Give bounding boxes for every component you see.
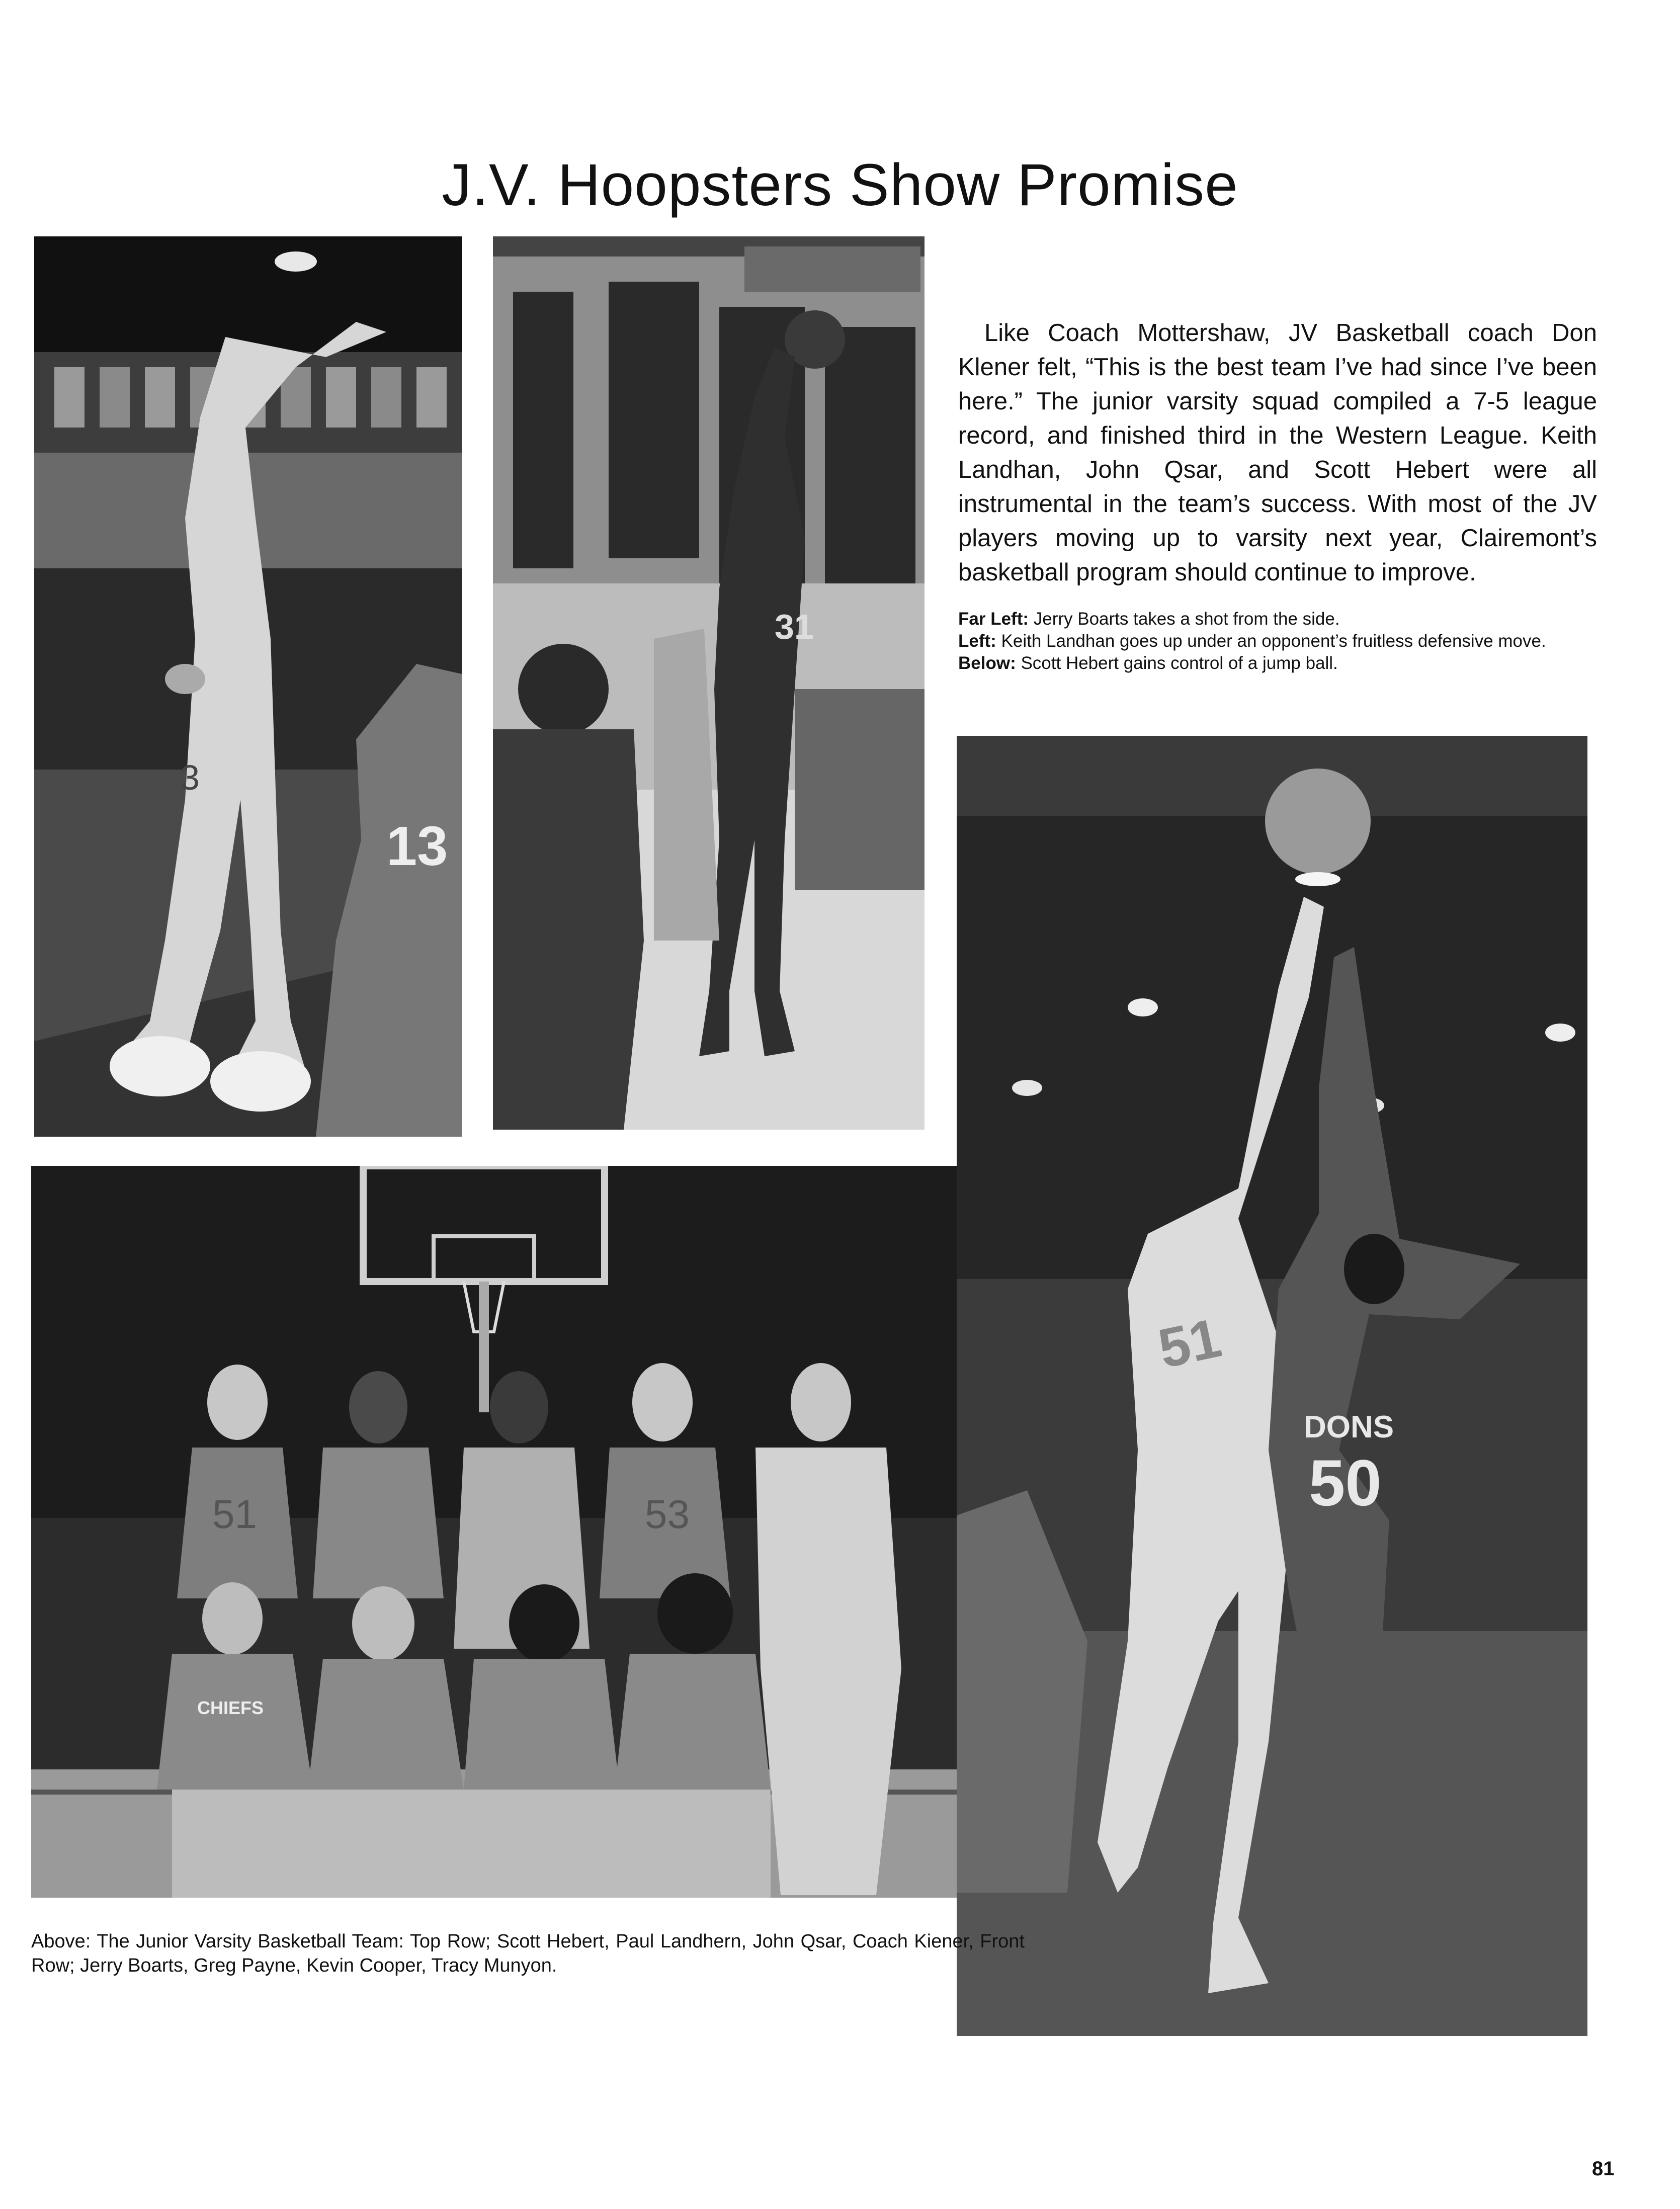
layup-jersey-number: 31 [775, 607, 814, 646]
team-jersey-right-number: 53 [645, 1492, 690, 1537]
team-jersey-left-number: 51 [212, 1492, 257, 1537]
shot-jersey-number: 13 [386, 815, 448, 877]
caption-left [958, 631, 1597, 652]
caption-team [31, 1929, 1025, 1978]
caption-below-label: Below: [958, 653, 1016, 673]
photo-team [31, 1166, 1022, 1898]
caption-far-left-label: Far Left: [958, 609, 1029, 629]
svg-text:3: 3 [180, 758, 200, 797]
team-shirt-text: CHIEFS [197, 1697, 264, 1718]
jump-jersey-dark-number: 50 [1309, 1446, 1382, 1519]
caption-left-text: Keith Landhan goes up under an opponent’s fruitless defensive move. [996, 631, 1546, 651]
caption-far-left-text: Jerry Boarts takes a shot from the side. [1029, 609, 1340, 629]
page-number: 81 [1592, 2158, 1615, 2180]
photo-layup [493, 236, 925, 1130]
caption-below-text: Scott Hebert gains control of a jump ball. [1016, 653, 1338, 673]
photo-jump-shot [34, 236, 462, 1137]
photo-jump-ball [957, 736, 1587, 2036]
caption-below [958, 653, 1597, 674]
article-body: Like Coach Mottershaw, JV Basketball coach Don Klener felt, “This is the best team I’ve had since I’ve been here.” The junior varsity squad compiled a 7-5 league record, and finished third in the Western League. Keith Landhan, John Qsar, and Scott Hebert were all instrumental in the team’s success. With most of the JV players moving up to varsity next year, Clairemont’s basketball program should continue to improve. [958, 319, 1597, 586]
page-title: J.V. Hoopsters Show Promise [442, 152, 1238, 218]
caption-far-left [958, 609, 1597, 630]
photo-captions [958, 609, 1597, 675]
caption-above-label: Above: [31, 1931, 91, 1952]
jump-jersey-white-number: 51 [1153, 1306, 1226, 1380]
caption-above-text: The Junior Varsity Basketball Team: Top Row; Scott Hebert, Paul Landhern, John Qsar, Coach Kiener, Front Row; Jerry Boarts, Greg Payne, Kevin Cooper, Tracy Munyon. [31, 1931, 1025, 1976]
caption-left-label: Left: [958, 631, 996, 651]
jump-shirt-text: DONS [1304, 1410, 1394, 1445]
